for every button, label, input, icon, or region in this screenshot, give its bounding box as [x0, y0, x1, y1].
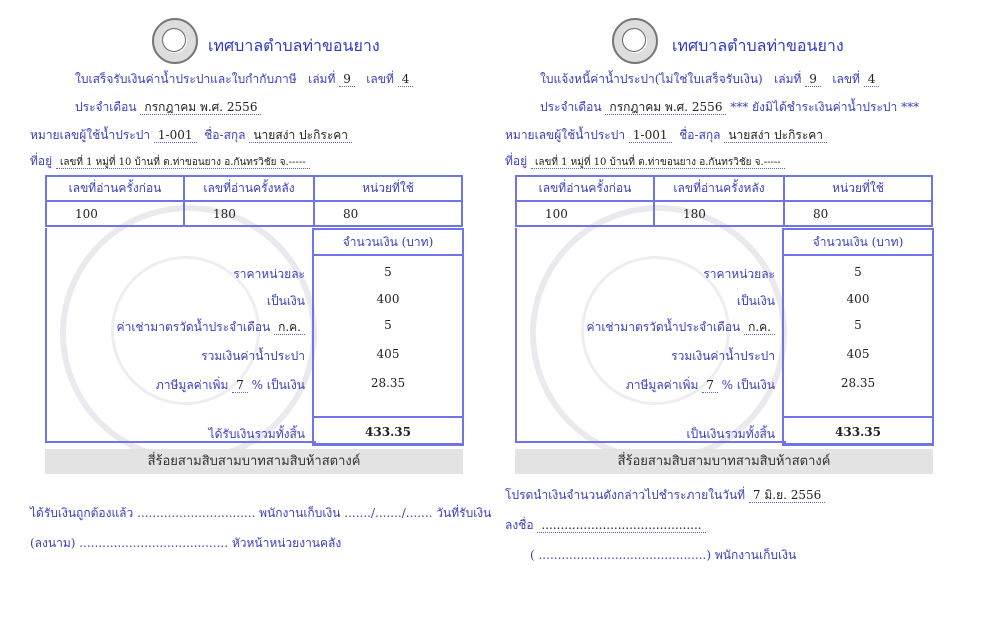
billing-month-line: ประจำเดือน กรกฎาคม พ.ศ. 2556 — [75, 98, 261, 117]
col-prev-reading: เลขที่อ่านครั้งก่อน — [46, 176, 184, 201]
amount-header: จำนวนเงิน (บาท) — [782, 228, 934, 256]
customer-name: นายสง่า ปะกิระคา — [249, 128, 352, 143]
prev-reading: 100 — [516, 201, 654, 226]
customer-address: เลขที่ 1 หมู่ที่ 10 บ้านที่ ต.ท่าขอนยาง อ.กันทรวิชัย จ.----- — [531, 157, 785, 169]
sign-line: ลงชื่อ .......................................... — [505, 516, 706, 535]
total-label: เป็นเงินรวมทั้งสิ้น — [686, 427, 775, 441]
municipality-name: เทศบาลตำบลท่าขอนยาง — [672, 36, 844, 55]
book-number: 9 — [805, 72, 821, 87]
meter-readings-table — [515, 175, 933, 227]
billing-month: กรกฎาคม พ.ศ. 2556 — [605, 100, 726, 115]
municipality-name: เทศบาลตำบลท่าขอนยาง — [208, 36, 380, 55]
received-line: ได้รับเงินถูกต้องแล้ว ............................... พนักงานเก็บเงิน ......./......./....... วันที่รับเงิน — [30, 506, 492, 520]
receipt-form — [30, 0, 492, 628]
due-date-line: โปรดนำเงินจำนวนดังกล่าวไปชำระภายในวันที่ 7 มิ.ย. 2556 — [505, 486, 825, 505]
meter-rent-label: ค่าเช่ามาตรวัดน้ำประจำเดือน ก.ค. — [587, 318, 775, 337]
user-number: 1-001 — [154, 128, 197, 143]
subtotal-value: 405 — [846, 347, 870, 361]
amount-in-words: สี่ร้อยสามสิบสามบาทสามสิบห้าสตางค์ — [45, 449, 463, 474]
amount-label: เป็นเงิน — [736, 294, 775, 308]
col-units-used: หน่วยที่ใช้ — [314, 176, 462, 201]
units-used: 80 — [314, 201, 462, 226]
table-header-row — [46, 176, 462, 201]
table-row — [46, 201, 462, 226]
amount-label: เป็นเงิน — [266, 294, 305, 308]
table-header-row — [516, 176, 932, 201]
meter-rent-value: 5 — [384, 318, 392, 332]
invoice-number: 4 — [864, 72, 880, 87]
due-date: 7 มิ.ย. 2556 — [749, 488, 825, 503]
book-number: 9 — [339, 72, 355, 87]
meter-rent-label: ค่าเช่ามาตรวัดน้ำประจำเดือน ก.ค. — [117, 318, 305, 337]
amount-column — [782, 228, 934, 445]
vat-value: 28.35 — [370, 376, 406, 390]
subtotal-label: รวมเงินค่าน้ำประปา — [671, 349, 775, 363]
collector-line: ( ............................................) พนักงานเก็บเงิน — [530, 548, 797, 562]
address-line: ที่อยู่ เลขที่ 1 หมู่ที่ 10 บ้านที่ ต.ท่าขอนยาง อ.กันทรวิชัย จ.----- — [30, 152, 310, 171]
total-label: ได้รับเงินรวมทั้งสิ้น — [208, 427, 305, 441]
amount-value: 400 — [376, 292, 400, 306]
invoice-form — [500, 0, 950, 628]
receipt-number: 4 — [398, 72, 414, 87]
meter-rent-value: 5 — [854, 318, 862, 332]
vat-label: ภาษีมูลค่าเพิ่ม 7 % เป็นเงิน — [625, 378, 775, 392]
address-line: ที่อยู่ เลขที่ 1 หมู่ที่ 10 บ้านที่ ต.ท่าขอนยาง อ.กันทรวิชัย จ.----- — [505, 152, 785, 171]
units-used: 80 — [784, 201, 932, 226]
amount-value: 400 — [846, 292, 870, 306]
rate-label: ราคาหน่วยละ — [233, 267, 305, 281]
unpaid-note: *** ยังมิได้ชำระเงินค่าน้ำประปา *** — [730, 100, 920, 114]
rate-label: ราคาหน่วยละ — [703, 267, 775, 281]
rate-value: 5 — [384, 265, 392, 279]
total-value: 433.35 — [835, 425, 881, 439]
curr-reading: 180 — [654, 201, 784, 226]
total-value: 433.35 — [365, 425, 411, 439]
invoice-title-line: ใบแจ้งหนี้ค่าน้ำประปา(ไม่ใช่ใบเสร็จรับเงิน) เล่มที่ 9 เลขที่ 4 — [540, 70, 879, 89]
billing-month: กรกฎาคม พ.ศ. 2556 — [140, 100, 261, 115]
meter-readings-table — [45, 175, 463, 227]
customer-name: นายสง่า ปะกิระคา — [724, 128, 827, 143]
vat-value: 28.35 — [840, 376, 876, 390]
receipt-title-line: ใบเสร็จรับเงินค่าน้ำประปาและใบกำกับภาษี เล่มที่ 9 เลขที่ 4 — [75, 70, 413, 89]
vat-label: ภาษีมูลค่าเพิ่ม 7 % เป็นเงิน — [155, 378, 305, 392]
customer-line: หมายเลขผู้ใช้น้ำประปา 1-001 ชื่อ-สกุล นายสง่า ปะกิระคา — [505, 126, 827, 145]
subtotal-label: รวมเงินค่าน้ำประปา — [201, 349, 305, 363]
signature-line: (ลงนาม) ....................................... หัวหน้าหน่วยงานคลัง — [30, 536, 342, 550]
table-row — [516, 201, 932, 226]
amount-header: จำนวนเงิน (บาท) — [312, 228, 464, 256]
col-curr-reading: เลขที่อ่านครั้งหลัง — [654, 176, 784, 201]
billing-month-line: ประจำเดือน กรกฎาคม พ.ศ. 2556 *** ยังมิได้ชำระเงินค่าน้ำประปา *** — [540, 100, 920, 114]
subtotal-value: 405 — [376, 347, 400, 361]
col-units-used: หน่วยที่ใช้ — [784, 176, 932, 201]
customer-line: หมายเลขผู้ใช้น้ำประปา 1-001 ชื่อ-สกุล นายสง่า ปะกิระคา — [30, 126, 352, 145]
municipal-emblem-icon — [152, 18, 198, 64]
prev-reading: 100 — [46, 201, 184, 226]
customer-address: เลขที่ 1 หมู่ที่ 10 บ้านที่ ต.ท่าขอนยาง อ.กันทรวิชัย จ.----- — [56, 157, 310, 169]
amount-in-words: สี่ร้อยสามสิบสามบาทสามสิบห้าสตางค์ — [515, 449, 933, 474]
col-curr-reading: เลขที่อ่านครั้งหลัง — [184, 176, 314, 201]
municipal-emblem-icon — [612, 18, 658, 64]
col-prev-reading: เลขที่อ่านครั้งก่อน — [516, 176, 654, 201]
user-number: 1-001 — [629, 128, 672, 143]
amount-column — [312, 228, 464, 445]
rate-value: 5 — [854, 265, 862, 279]
curr-reading: 180 — [184, 201, 314, 226]
